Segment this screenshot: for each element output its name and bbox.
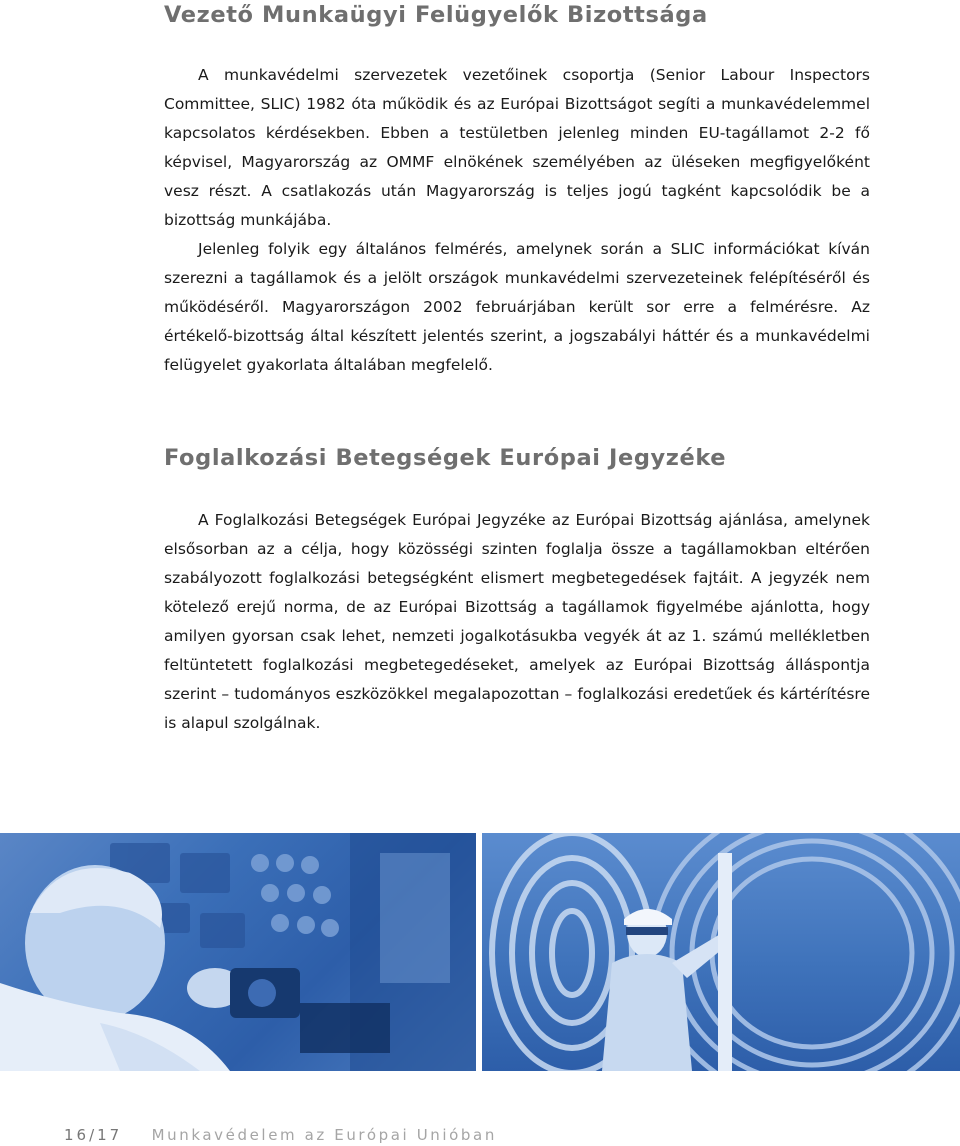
section-title-occupational-diseases: Foglalkozási Betegségek Európai Jegyzéke (164, 445, 727, 471)
slic-paragraph-2: Jelenleg folyik egy általános felmérés, amelynek során a SLIC információkat kíván szerezni a tagállamok és a jelölt országok munkavédelmi szervezeteinek felépítéséről és működéséről. Magyarországon 2002 februárjában került sor erre a felmérésre. Az értékelő-bizottság által készített jelentés szerint, a jogszabályi háttér és a munkavédelmi felügyelet gyakorlata általában megfelelő. (164, 240, 870, 374)
page-footer (64, 1126, 497, 1144)
photo-strip (0, 833, 960, 1071)
slic-paragraph-1: A munkavédelmi szervezetek vezetőinek csoportja (Senior Labour Inspectors Committee, SLIC) 1982 óta működik és az Európai Bizottságot segíti a munkavédelemmel kapcsolatos kérdésekben. Ebben a testületben jelenleg minden EU-tagállamot 2-2 fő képvisel, Magyarország az OMMF elnökének személyében az üléseken megfigyelőként vesz részt. A csatlakozás után Magyarország is teljes jogú tagként kapcsolódik be a bizottság munkájába. (164, 66, 870, 229)
occupational-diseases-paragraph: A Foglalkozási Betegségek Európai Jegyzéke az Európai Bizottság ajánlása, amelynek elsősorban az a célja, hogy közösségi szinten foglalja össze a tagállamokban eltérően szabályozott foglalkozási betegségként elismert megbetegedések fajtáit. A jegyzék nem kötelező erejű norma, de az Európai Bizottság a tagállamok figyelmébe ajánlotta, hogy amilyen gyorsan csak lehet, nemzeti jogalkotásukba vegyék át az 1. számú mellékletben feltüntetett foglalkozási megbetegedéseket, amelyek az Európai Bizottság álláspontja szerint – tudományos eszközökkel megalapozottan – foglalkozási eredetűek és kártérítésre is alapul szolgálnak. (164, 511, 870, 732)
page-number: 16/17 (64, 1126, 123, 1144)
publication-title: Munkavédelem az Európai Unióban (151, 1126, 497, 1144)
cable-reel-worker-photo (482, 833, 960, 1071)
technician-photo (0, 833, 476, 1071)
section-title-slic: Vezető Munkaügyi Felügyelők Bizottsága (164, 2, 708, 28)
